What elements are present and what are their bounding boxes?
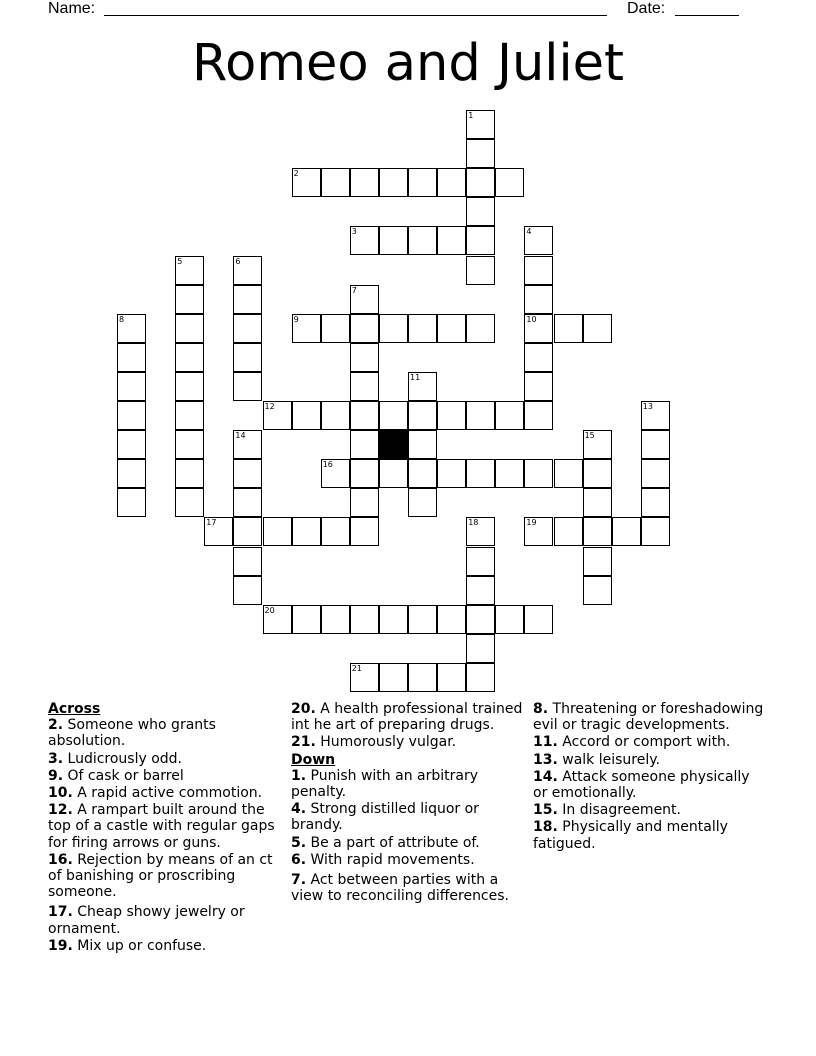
grid-cell[interactable] [408, 663, 437, 692]
grid-cell[interactable] [524, 401, 553, 430]
grid-cell[interactable] [466, 576, 495, 605]
grid-cell[interactable] [437, 459, 466, 488]
grid-cell[interactable] [437, 401, 466, 430]
cell-number: 10 [526, 314, 537, 324]
clue-down-5: 5. Be a part of attribute of. [291, 834, 480, 851]
cell-number: 15 [584, 431, 595, 441]
grid-cell[interactable] [175, 314, 204, 343]
grid-cell[interactable] [408, 401, 437, 430]
grid-cell[interactable] [466, 459, 495, 488]
cell-number: 6 [235, 256, 241, 266]
grid-cell[interactable] [175, 256, 204, 285]
grid-cell[interactable] [524, 285, 553, 314]
grid-cell[interactable] [321, 401, 350, 430]
name-label: Name: [48, 0, 96, 17]
grid-cell[interactable] [350, 401, 379, 430]
grid-cell[interactable] [583, 488, 612, 517]
grid-cell[interactable] [233, 576, 262, 605]
grid-cell[interactable] [408, 605, 437, 634]
grid-cell[interactable] [321, 168, 350, 197]
clues-column-2 [291, 701, 523, 905]
grid-cell[interactable] [408, 488, 437, 517]
grid-cell[interactable] [379, 401, 408, 430]
grid-cell[interactable] [117, 488, 146, 517]
grid-cell[interactable] [117, 343, 146, 372]
grid-cell[interactable] [524, 372, 553, 401]
grid-cell[interactable] [175, 430, 204, 459]
grid-cell[interactable] [292, 168, 321, 197]
grid-cell[interactable] [408, 314, 437, 343]
grid-cell[interactable] [350, 459, 379, 488]
grid-cell[interactable] [612, 517, 641, 546]
grid-cell[interactable] [117, 314, 146, 343]
clues-column-1 [48, 701, 280, 955]
cell-number: 21 [351, 663, 362, 673]
cell-number: 4 [526, 227, 532, 237]
cell-number: 7 [351, 285, 357, 295]
cell-number: 5 [177, 256, 183, 266]
grid-cell[interactable] [641, 517, 670, 546]
grid-cell[interactable] [233, 547, 262, 576]
grid-cell[interactable] [233, 517, 262, 546]
clue-across-10: 10. A rapid active commotion. [48, 785, 263, 802]
grid-cell[interactable] [175, 488, 204, 517]
grid-cell[interactable] [583, 314, 612, 343]
grid-cell[interactable] [321, 459, 350, 488]
grid-cell[interactable] [641, 488, 670, 517]
grid-cell[interactable] [524, 459, 553, 488]
grid-cell[interactable] [350, 168, 379, 197]
grid-cell[interactable] [350, 226, 379, 255]
grid-cell[interactable] [466, 605, 495, 634]
grid-cell[interactable] [263, 605, 292, 634]
grid-cell[interactable] [350, 663, 379, 692]
clue-across-3: 3. Ludicrously odd. [48, 750, 183, 767]
clue-down-11: 11. Accord or comport with. [533, 734, 731, 751]
cell-number: 11 [410, 372, 421, 382]
grid-cell[interactable] [321, 314, 350, 343]
grid-cell[interactable] [524, 226, 553, 255]
grid-cell[interactable] [524, 343, 553, 372]
grid-cell[interactable] [524, 314, 553, 343]
clue-across-16: 16. Rejection by means of an ct of banishing or proscribing someone. [48, 851, 273, 901]
grid-cell[interactable] [350, 314, 379, 343]
grid-cell[interactable] [466, 256, 495, 285]
grid-cell[interactable] [233, 343, 262, 372]
clue-across-21: 21. Humorously vulgar. [291, 734, 457, 751]
grid-cell[interactable] [466, 110, 495, 139]
cell-number: 8 [119, 314, 125, 324]
grid-cell[interactable] [524, 256, 553, 285]
grid-cell[interactable] [641, 430, 670, 459]
clue-down-6: 6. With rapid movements. [291, 851, 475, 868]
grid-cell[interactable] [117, 401, 146, 430]
grid-cell[interactable] [117, 372, 146, 401]
cell-number: 12 [264, 402, 275, 411]
grid-cell[interactable] [408, 430, 437, 459]
grid-cell[interactable] [379, 663, 408, 692]
grid-cell[interactable] [437, 226, 466, 255]
grid-cell[interactable] [554, 459, 583, 488]
grid-cell[interactable] [204, 517, 233, 546]
grid-cell[interactable] [233, 459, 262, 488]
grid-cell[interactable] [350, 430, 379, 459]
grid-cell[interactable] [233, 285, 262, 314]
cell-number: 3 [351, 227, 357, 237]
grid-cell[interactable] [233, 256, 262, 285]
grid-cell[interactable] [524, 517, 553, 546]
grid-cell[interactable] [408, 168, 437, 197]
grid-cell[interactable] [233, 488, 262, 517]
grid-cell[interactable] [350, 517, 379, 546]
grid-cell[interactable] [466, 517, 495, 546]
grid-cell[interactable] [554, 314, 583, 343]
grid-cell[interactable] [350, 605, 379, 634]
grid-cell[interactable] [466, 226, 495, 255]
grid-cell[interactable] [175, 372, 204, 401]
grid-cell[interactable] [437, 168, 466, 197]
cell-number: 9 [293, 314, 299, 324]
clues-column-3 [533, 701, 768, 853]
grid-cell[interactable] [175, 343, 204, 372]
grid-cell[interactable] [466, 663, 495, 692]
grid-cell[interactable] [263, 401, 292, 430]
grid-cell[interactable] [466, 197, 495, 226]
grid-cell[interactable] [292, 517, 321, 546]
grid-cell[interactable] [466, 314, 495, 343]
cell-number: 16 [322, 460, 333, 470]
grid-cell[interactable] [583, 576, 612, 605]
grid-cell[interactable] [466, 139, 495, 168]
grid-cell[interactable] [583, 459, 612, 488]
down-heading: Down [291, 751, 336, 768]
grid-cell[interactable] [495, 401, 524, 430]
clue-down-7: 7. Act between parties with a view to reconciling differences. [291, 872, 509, 905]
clue-across-12: 12. A rampart built around the top of a castle with regular gaps for firing arrows or guns. [48, 802, 275, 851]
page-title: Romeo and Juliet [191, 34, 625, 93]
grid-cell[interactable] [437, 663, 466, 692]
grid-cell[interactable] [379, 226, 408, 255]
grid-cell[interactable] [495, 168, 524, 197]
clue-down-13: 13. walk leisurely. [533, 751, 660, 768]
cell-number: 19 [526, 518, 537, 528]
grid-cell[interactable] [379, 314, 408, 343]
cell-number: 13 [642, 402, 653, 411]
clue-across-17: 17. Cheap showy jewelry or ornament. [48, 904, 245, 937]
clue-down-4: 4. Strong distilled liquor or brandy. [291, 801, 479, 834]
grid-cell[interactable] [175, 401, 204, 430]
grid-cell[interactable] [292, 314, 321, 343]
grid-cell[interactable] [233, 430, 262, 459]
across-heading: Across [48, 701, 101, 717]
grid-cell[interactable] [466, 547, 495, 576]
grid-cell[interactable] [641, 459, 670, 488]
grid-cell[interactable] [175, 285, 204, 314]
clue-down-8: 8. Threatening or foreshadowing evil or tragic developments. [533, 701, 764, 734]
cell-number: 20 [264, 605, 275, 615]
grid-cell[interactable] [292, 401, 321, 430]
date-label: Date: [627, 0, 666, 17]
grid-cell[interactable] [408, 372, 437, 401]
grid-cell[interactable] [583, 547, 612, 576]
grid-cell[interactable] [321, 605, 350, 634]
grid-cell[interactable] [495, 459, 524, 488]
grid-cell[interactable] [437, 314, 466, 343]
cell-number: 1 [468, 111, 474, 120]
cell-number: 14 [235, 431, 246, 441]
grid-cell[interactable] [350, 488, 379, 517]
grid-cell[interactable] [350, 343, 379, 372]
grid-cell[interactable] [408, 226, 437, 255]
grid-cell[interactable] [292, 605, 321, 634]
cell-number: 17 [206, 518, 217, 528]
grid-cell[interactable] [524, 605, 553, 634]
grid-cell[interactable] [437, 605, 466, 634]
grid-cell[interactable] [117, 430, 146, 459]
grid-block [379, 430, 408, 459]
grid-cell[interactable] [379, 605, 408, 634]
grid-cell[interactable] [233, 314, 262, 343]
cell-number: 18 [468, 518, 479, 528]
grid-cell[interactable] [583, 430, 612, 459]
grid-cell[interactable] [350, 285, 379, 314]
grid-cell[interactable] [379, 168, 408, 197]
grid-cell[interactable] [495, 605, 524, 634]
clue-down-15: 15. In disagreement. [533, 802, 681, 819]
grid-cell[interactable] [466, 634, 495, 663]
clue-across-19: 19. Mix up or confuse. [48, 937, 207, 954]
clue-down-1: 1. Punish with an arbitrary penalty. [291, 767, 478, 801]
clue-across-2: 2. Someone who grants absolution. [48, 717, 216, 750]
grid-cell[interactable] [583, 517, 612, 546]
grid-cell[interactable] [321, 517, 350, 546]
grid-cell[interactable] [554, 517, 583, 546]
grid-cell[interactable] [350, 372, 379, 401]
grid-cell[interactable] [263, 517, 292, 546]
grid-cell[interactable] [466, 401, 495, 430]
clue-across-9: 9. Of cask or barrel [48, 767, 184, 784]
grid-cell[interactable] [466, 168, 495, 197]
clue-down-14: 14. Attack someone physically or emotionally. [533, 768, 750, 802]
grid-cell[interactable] [175, 459, 204, 488]
grid-cell[interactable] [233, 372, 262, 401]
clue-down-18: 18. Physically and mentally fatigued. [533, 819, 728, 852]
grid-cell[interactable] [408, 459, 437, 488]
grid-cell[interactable] [117, 459, 146, 488]
grid-cell[interactable] [641, 401, 670, 430]
grid-cell[interactable] [379, 459, 408, 488]
cell-number: 2 [293, 169, 299, 179]
clue-across-20: 20. A health professional trained int he art of preparing drugs. [291, 701, 523, 734]
